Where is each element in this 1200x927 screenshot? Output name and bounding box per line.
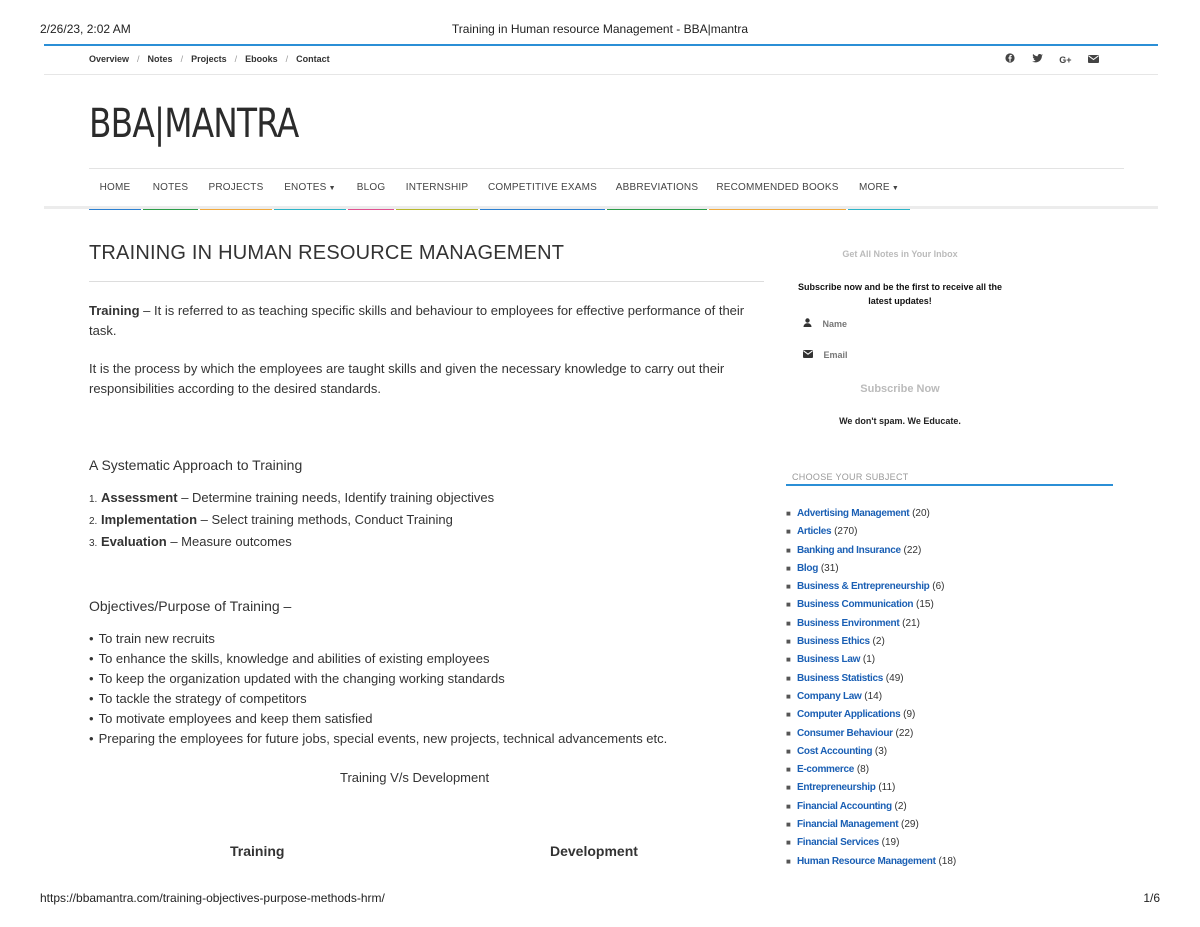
definition-paragraph: It is the process by which the employees are taught skills and given the necessary knowledge to carry out their responsibilities according to the desired standards. [89, 361, 725, 396]
subject-link[interactable]: Business & Entrepreneurship [797, 581, 930, 593]
chevron-down-icon: ▼ [889, 185, 900, 192]
crumb-projects[interactable]: Projects [191, 54, 227, 64]
subject-link[interactable]: Financial Accounting [797, 800, 892, 812]
subject-link[interactable]: Articles [797, 526, 832, 538]
crumb-contact[interactable]: Contact [296, 54, 330, 64]
twitter-icon[interactable] [1032, 54, 1043, 66]
list-item: ■ Computer Applications (9) [786, 709, 916, 721]
name-field[interactable]: Name [803, 318, 847, 329]
site-logo[interactable]: BBA|MANTRA [89, 101, 299, 147]
list-item: ■ Cost Accounting (3) [786, 745, 888, 757]
list-item: 2. Implementation – Select training methods, Conduct Training [89, 512, 453, 527]
subjects-heading: CHOOSE YOUR SUBJECT [792, 472, 909, 482]
list-item: • To enhance the skills, knowledge and abilities of existing employees [89, 649, 667, 669]
nav-item-enotes[interactable]: ENOTES ▼ [274, 174, 346, 210]
crumb-notes[interactable]: Notes [147, 54, 173, 64]
print-url: https://bbamantra.com/training-objectives-purpose-methods-hrm/ [40, 891, 385, 905]
top-accent-rule [44, 44, 1158, 46]
list-item: ■ Consumer Behaviour (22) [786, 727, 914, 739]
page-title: TRAINING IN HUMAN RESOURCE MANAGEMENT [89, 242, 565, 264]
email-field[interactable]: Email [803, 350, 848, 360]
nav-item-recommended-books[interactable]: RECOMMENDED BOOKS [709, 174, 846, 210]
comparison-col-training: Training [230, 843, 285, 859]
newsletter-heading: Get All Notes in Your Inbox [842, 249, 958, 259]
social-links [991, 53, 1099, 66]
list-item: ■ Banking and Insurance (22) [786, 544, 922, 556]
print-date: 2/26/23, 2:02 AM [40, 22, 131, 36]
list-item: 3. Evaluation – Measure outcomes [89, 534, 292, 549]
list-item: ■ Business Environment (21) [786, 617, 920, 629]
facebook-icon[interactable] [1005, 53, 1015, 66]
comparison-col-development: Development [550, 843, 638, 859]
intro-paragraph: Training – It is referred to as teaching specific skills and behaviour to employees for effective performance of their task. [89, 303, 745, 338]
chevron-down-icon: ▼ [326, 185, 336, 192]
approach-heading: A Systematic Approach to Training [89, 457, 303, 473]
subject-link[interactable]: Human Resource Management [797, 855, 936, 867]
newsletter-subtext: Subscribe now and be the first to receive all the latest updates! [797, 282, 1003, 306]
nav-item-blog[interactable]: BLOG [348, 174, 394, 210]
list-item: ■ Business Communication (15) [786, 599, 934, 611]
subject-link[interactable]: Business Communication [797, 599, 914, 611]
envelope-icon [803, 350, 816, 360]
google-plus-icon[interactable]: G+ [1059, 55, 1072, 65]
page-number: 1/6 [1143, 891, 1160, 905]
list-item: ■ Blog (31) [786, 562, 839, 574]
list-item: ■ Financial Services (19) [786, 837, 900, 849]
list-item: ■ E-commerce (8) [786, 764, 870, 776]
list-item: ■ Financial Management (29) [786, 819, 919, 831]
list-item: ■ Company Law (14) [786, 690, 883, 702]
list-item: • To keep the organization updated with the changing working standards [89, 669, 667, 689]
list-item: ■ Business & Entrepreneurship (6) [786, 581, 945, 593]
list-item: ■ Entrepreneurship (11) [786, 782, 896, 794]
breadcrumb: Overview / Notes / Projects / Ebooks / Contact [89, 54, 330, 64]
nav-item-projects[interactable]: PROJECTS [200, 174, 272, 210]
title-divider [89, 281, 764, 282]
list-item: • To train new recruits [89, 629, 667, 649]
subject-link[interactable]: Company Law [797, 690, 862, 702]
list-item: ■ Business Ethics (2) [786, 636, 885, 648]
list-item: ■ Human Resource Management (18) [786, 855, 957, 867]
subject-link[interactable]: Blog [797, 562, 819, 574]
subject-link[interactable]: Advertising Management [797, 508, 910, 519]
list-item: ■ Financial Accounting (2) [786, 800, 907, 812]
list-item: • To tackle the strategy of competitors [89, 689, 667, 709]
print-header [40, 22, 1160, 38]
subject-link[interactable]: Financial Management [797, 819, 899, 831]
list-item: ■ Business Law (1) [786, 654, 876, 666]
nav-top-divider [89, 168, 1124, 169]
newsletter-note: We don't spam. We Educate. [839, 416, 961, 426]
subject-link[interactable]: Business Ethics [797, 636, 870, 648]
subject-link[interactable]: Banking and Insurance [797, 544, 901, 556]
nav-item-internship[interactable]: INTERNSHIP [396, 174, 478, 210]
topbar-divider [44, 74, 1158, 75]
list-item: 1. Assessment – Determine training needs, Identify training objectives [89, 490, 495, 505]
nav-item-notes[interactable]: NOTES [143, 174, 198, 210]
objectives-heading: Objectives/Purpose of Training – [89, 598, 292, 614]
list-item: ■ Articles (270) [786, 526, 858, 538]
nav-item-competitive-exams[interactable]: COMPETITIVE EXAMS [480, 174, 605, 210]
comparison-heading: Training V/s Development [340, 770, 490, 785]
subjects-list [786, 505, 956, 871]
user-icon [803, 319, 815, 329]
list-item: • To motivate employees and keep them satisfied [89, 709, 667, 729]
crumb-overview[interactable]: Overview [89, 54, 130, 64]
crumb-ebooks[interactable]: Ebooks [245, 54, 278, 64]
subscribe-button[interactable]: Subscribe Now [860, 383, 940, 395]
top-bar [89, 54, 1109, 68]
list-item: • Preparing the employees for future jobs, special events, new projects, technical advancements etc. [89, 729, 667, 749]
subject-link[interactable]: Entrepreneurship [797, 782, 876, 794]
nav-item-abbreviations[interactable]: ABBREVIATIONS [607, 174, 707, 210]
subject-link[interactable]: E-commerce [797, 764, 855, 776]
print-page-title: Training in Human resource Management - BBA|mantra [451, 22, 749, 36]
approach-steps [89, 488, 494, 554]
email-icon[interactable] [1088, 54, 1099, 66]
print-footer [40, 891, 1160, 907]
subjects-heading-rule [786, 484, 1113, 486]
subject-link[interactable]: Business Law [797, 654, 861, 666]
subject-link[interactable]: Cost Accounting [797, 745, 873, 757]
nav-item-more[interactable]: MORE ▼ [848, 174, 910, 210]
subject-link[interactable]: Computer Applications [797, 709, 901, 721]
subject-link[interactable]: Business Environment [797, 617, 900, 629]
list-item: ■ Advertising Management (20) [786, 508, 930, 519]
subject-link[interactable]: Business Statistics [797, 672, 884, 684]
subject-link[interactable]: Consumer Behaviour [797, 727, 893, 739]
nav-item-home[interactable]: HOME [89, 174, 141, 210]
nav-bottom-divider [44, 206, 1158, 209]
objectives-list [89, 629, 667, 749]
subject-link[interactable]: Financial Services [797, 837, 879, 849]
list-item: ■ Business Statistics (49) [786, 672, 904, 684]
